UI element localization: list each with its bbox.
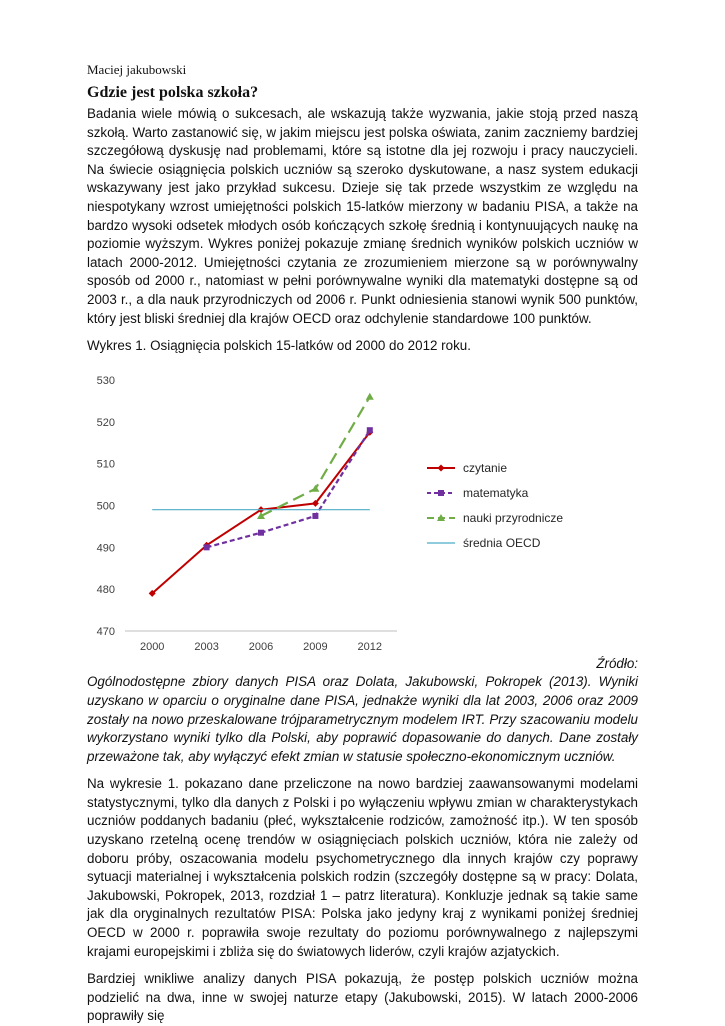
intro-paragraph: Badania wiele mówią o sukcesach, ale wskazują także wyzwania, jakie stoją przed naszą szkołą. Warto zastanowić się, w jakim miejscu jest polska oświata, zanim zaczniemy bardziej szczegółową dyskusję nad problemami, które są istotne dla jej rozwoju i pracy nauczycieli. Na świecie osiągnięcia polskich uczniów są szeroko dyskutowane, a nasz system edukacji wskazywany jest jako przykład sukcesu. Dzieje się tak przede wszystkim ze względu na niespotykany wzrost umiejętności polskich 15-latków mierzony w badaniu PISA, a także na bardzo wysoki odsetek młodych osób kończących szkołę średnią i kontynuujących naukę na poziomie wyższym. Wykres poniżej pokazuje zmianę średnich wyników polskich uczniów w latach 2000-2012. Umiejętności czytania ze zrozumieniem mierzone są w porównywalny sposób od 2000 r., natomiast w pełni porównywalne wyniki dla matematyki dostępne są od 2003 r., a dla nauk przyrodniczych od 2006 r. Punkt odniesienia stanowi wynik 500 punktów, który jest bliski średniej dla krajów OECD oraz odchylenie standardowe 100 punktów. [87, 106, 638, 326]
x-tick-label: 2000 [139, 640, 165, 653]
data-point [204, 544, 210, 550]
x-tick-label: 2009 [303, 640, 328, 653]
data-point [438, 490, 444, 496]
legend-label: czytanie [463, 460, 508, 475]
closing-paragraph: Bardziej wnikliwe analizy danych PISA pokazują, że postęp polskich uczniów można podzielić na dwa, inne w swojej naturze etapy (Jakubowski, 2015). W latach 2000-2006 poprawiły się [87, 971, 638, 1024]
legend-label: matematyka [463, 485, 529, 500]
line-chart [87, 368, 638, 653]
article-title: Gdzie jest polska szkoła? [87, 84, 259, 101]
figure-caption: Wykres 1. Osiągnięcia polskich 15-latków od 2000 do 2012 roku. [87, 338, 471, 354]
y-tick-label: 510 [96, 458, 115, 471]
author-name: Maciej jakubowski [87, 62, 187, 77]
legend-label: nauki przyrodnicze [463, 510, 564, 525]
analysis-paragraph: Na wykresie 1. pokazano dane przeliczone na nowo bardziej zaawansowanymi modelami statystycznymi, tylko dla danych z Polski i po wyłączeniu wpływu zmian w charakterystykach uczniów poddanych badaniu (płeć, wykształcenie rodziców, zamożność itp.). W ten sposób uzyskano rzetelną ocenę trendów w osiągnięciach polskich uczniów, która nie zależy od doboru próby, oszacowania modelu psychometrycznego dla innych krajów czy poprawy sytuacji materialnej i wykształcenia polskich rodzin (szczegóły dostępne są w pracy: Dolata, Jakubowski, Pokropek, 2013, rozdział 1 – patrz literatura). Konkluzje jednak są takie same jak dla oryginalnych rezultatów PISA: Polska jako jedyny kraj z wynikami poniżej średniej OECD w 2000 r. poprawiła swoje rezultaty do poziomu porównywalnego z najlepszymi krajami europejskimi i zbliża się do światowych liderów, czyli krajów azjatyckich. [87, 776, 638, 959]
legend-entry [427, 486, 529, 500]
chart-svg [87, 368, 638, 653]
data-point [258, 529, 264, 535]
legend-entry [427, 511, 563, 525]
legend-label: średnia OECD [463, 535, 541, 550]
data-point [366, 392, 374, 399]
x-tick-label: 2006 [248, 640, 274, 653]
y-tick-label: 530 [96, 374, 115, 387]
data-point [438, 464, 445, 471]
series-matematyka [204, 427, 373, 550]
y-tick-label: 500 [96, 500, 115, 513]
legend-entry [427, 536, 541, 550]
y-tick-label: 470 [96, 625, 115, 638]
x-tick-label: 2012 [357, 640, 383, 653]
data-point [367, 427, 373, 433]
source-label: Źródło: [596, 655, 638, 671]
data-point [312, 513, 318, 519]
document-page [87, 62, 638, 1026]
series-line [261, 396, 370, 515]
legend-entry [427, 461, 507, 475]
y-tick-label: 520 [96, 416, 115, 429]
x-tick-label: 2003 [194, 640, 219, 653]
source-note: Ogólnodostępne zbiory danych PISA oraz Dolata, Jakubowski, Pokropek (2013). Wyniki uzyskano w oparciu o oryginalne dane PISA, jednakże wyniki dla lat 2003, 2006 oraz 2009 zostały na nowo przeskalowane trójparametrycznym modelem IRT. Przy szacowaniu modelu wykorzystano wyniki tylko dla Polski, aby poprawić dopasowanie do danych. Dane zostały przeważone tak, aby wyłączyć efekt zmian w statusie społeczno-ekonomicznym uczniów. [87, 674, 638, 764]
y-tick-label: 480 [96, 583, 115, 596]
y-tick-label: 490 [96, 542, 115, 555]
